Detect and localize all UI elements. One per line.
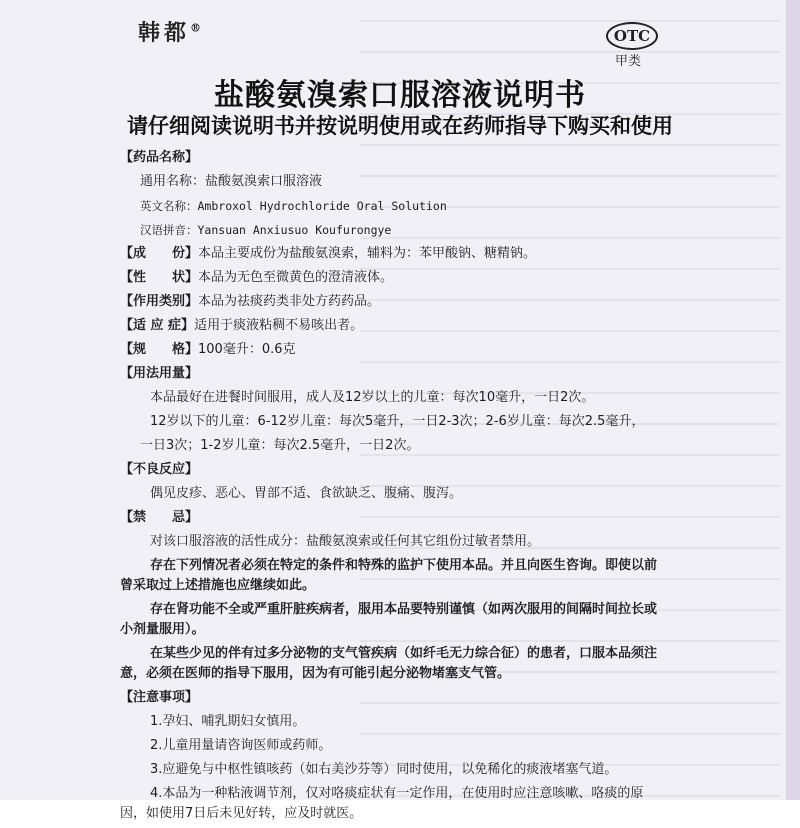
- ingredients-row: [120, 244, 660, 264]
- appearance-text: 本品为无色至微黄色的澄清液体。: [198, 270, 394, 285]
- indication-text: 适用于痰液粘稠不易咳出者。: [194, 318, 364, 333]
- appearance-row: [120, 268, 660, 288]
- document-title: 盐酸氨溴索口服溶液说明书: [214, 78, 586, 113]
- spec-row: [120, 340, 660, 360]
- indication-row: [120, 316, 660, 336]
- precaution-item: 2.儿童用量请咨询医师或药师。: [150, 738, 332, 753]
- contra-paragraph: 对该口服溶液的活性成分：盐酸氨溴索或任何其它组份过敏者禁用。: [150, 534, 541, 549]
- section-heading-ingredients: 【成 份】: [120, 246, 199, 261]
- section-heading-precautions: 【注意事项】: [120, 690, 199, 705]
- section-heading-appearance: 【性 状】: [120, 270, 199, 285]
- spec-text: 100毫升：0.6克: [198, 342, 296, 357]
- contra-paragraph: 存在下列情况者必须在特定的条件和特殊的监护下使用本品。并且向医生咨询。即使以前曾采取过上述措施也应继续如此。: [120, 558, 658, 593]
- dosage-line: 12岁以下的儿童：6-12岁儿童：每次5毫升，一日2-3次；2-6岁儿童：每次2.5毫升，: [150, 414, 645, 429]
- section-heading-drug-name: 【药品名称】: [120, 150, 199, 165]
- generic-name: 通用名称：盐酸氨溴索口服溶液: [140, 174, 323, 189]
- section-heading-indication: 【适 应 症】: [120, 318, 195, 333]
- section-heading-category: 【作用类别】: [120, 294, 199, 309]
- precaution-item: 3.应避免与中枢性镇咳药（如右美沙芬等）同时使用，以免稀化的痰液堵塞气道。: [150, 762, 618, 777]
- brand-name: 韩都: [138, 20, 191, 46]
- otc-category: 甲类: [615, 54, 642, 69]
- otc-badge: OTC: [606, 22, 658, 50]
- section-heading-contraindications: 【禁 忌】: [120, 510, 199, 525]
- adverse-text: 偶见皮疹、恶心、胃部不适、食欲缺乏、腹痛、腹泻。: [150, 486, 463, 501]
- section-heading-adverse: 【不良反应】: [120, 462, 199, 477]
- dosage-line: 本品最好在进餐时间服用，成人及12岁以上的儿童：每次10毫升，一日2次。: [150, 390, 595, 405]
- precaution-item: 1.孕妇、哺乳期妇女慎用。: [150, 714, 306, 729]
- category-text: 本品为祛痰药类非处方药药品。: [198, 294, 381, 309]
- dosage-line: 一日3次；1-2岁儿童：每次2.5毫升，一日2次。: [140, 438, 420, 453]
- english-name: 英文名称：Ambroxol Hydrochloride Oral Solution: [140, 199, 447, 213]
- registered-mark: ®: [190, 21, 202, 35]
- ingredients-text: 本品主要成份为盐酸氨溴索，辅料为：苯甲酸钠、糖精钠。: [198, 246, 537, 261]
- insert-body: [120, 148, 660, 828]
- section-heading-spec: 【规 格】: [120, 342, 199, 357]
- brand-logo: [138, 16, 201, 47]
- precaution-item: 4.本品为一种粘液调节剂，仅对咯痰症状有一定作用，在使用时应注意咳嗽、咯痰的原因，如使用7日后未见好转，应及时就医。: [120, 786, 644, 821]
- contra-paragraph: 在某些少见的伴有过多分泌物的支气管疾病（如纤毛无力综合征）的患者，口服本品须注意，必须在医师的指导下服用，因为有可能引起分泌物堵塞支气管。: [120, 646, 658, 681]
- document-subtitle: 请仔细阅读说明书并按说明使用或在药师指导下购买和使用: [127, 114, 673, 138]
- category-row: [120, 292, 660, 312]
- pinyin-name: 汉语拼音：Yansuan Anxiusuo Koufurongye: [140, 223, 392, 237]
- contra-paragraph: 存在肾功能不全或严重肝脏疾病者，服用本品要特别谨慎（如两次服用的间隔时间拉长或小剂量服用）。: [120, 602, 658, 637]
- section-heading-dosage: 【用法用量】: [120, 366, 199, 381]
